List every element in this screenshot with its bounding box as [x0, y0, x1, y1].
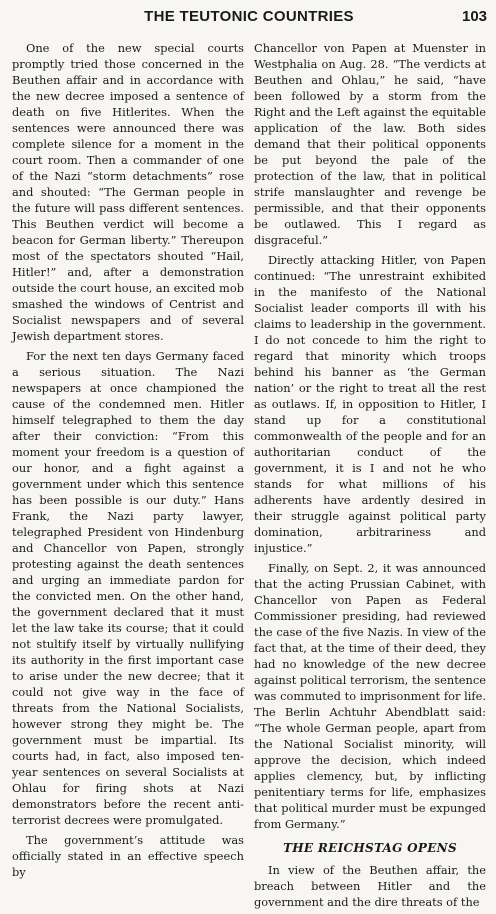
paragraph: In view of the Beuthen affair, the breach between Hitler and the government and the dire threats of the	[254, 863, 486, 909]
section-heading: THE REICHSTAG OPENS	[283, 841, 457, 855]
running-title: THE TEUTONIC COUNTRIES	[144, 8, 354, 25]
paragraph: For the next ten days Germany faced a serious situation. The Nazi newspapers at once championed the cause of the condemned men. Hitler himself telegraphed to them the day after their conviction: “From this moment your freedom is a question of our honor, and a fight against a government under which this sentence has been possible is our duty.” Hans Frank, the Nazi party lawyer, telegraphed President von Hindenburg and Chancellor von Papen, strongly protesting against the death sentences and urging an immediate pardon for the convicted men. On the other hand, the government declared that it must let the law take its course; that it could not stultify itself by virtually nullifying its authority in the first important case to arise under the new decree; that it could not give way in the face of threats from the National Socialists, however strong they might be. The government must be impartial. Its courts had, in fact, also imposed ten-year sentences on several Socialists at Ohlau for firing shots at Nazi demonstrators before the recent anti-terrorist decrees were promulgated.	[12, 349, 244, 827]
right-column	[254, 40, 486, 914]
running-head	[12, 8, 486, 30]
paragraph: The government’s attitude was officially stated in an effective speech by	[12, 833, 244, 879]
page-number: 103	[462, 8, 488, 25]
paragraph: Finally, on Sept. 2, it was announced that the acting Prussian Cabinet, with Chancellor von Papen as Federal Commissioner presiding, had reviewed the case of the five Nazis. In view of the fact that, at the time of their deed, they had no knowledge of the new decree against political terrorism, the sentence was commuted to imprisonment for life. The Berlin Achtuhr Abendblatt said: “The whole German people, apart from the National Socialist minority, will approve the decision, which indeed applies clemency, but, by inflicting penitentiary terms for life, emphasizes that political murder must be expunged from Germany.”	[254, 561, 487, 831]
left-column	[12, 40, 244, 914]
paragraph: Directly attacking Hitler, von Papen continued: “The unrestraint exhibited in the manifesto of the National Socialist leader comports ill with his claims to leadership in the government. I do not concede to him the right to regard that minority which troops behind his banner as ‘the German nation’ or the right to treat all the rest as outlaws. If, in opposition to Hitler, I stand up for a constitutional commonwealth of the people and for an authoritarian conduct of the government, it is I and not he who stands for what millions of his adherents have ardently desired in their struggle against political party domination, arbitrariness and injustice.”	[254, 253, 486, 555]
paragraph: One of the new special courts promptly tried those concerned in the Beuthen affair and in accordance with the new decree imposed a sentence of death on five Hitlerites. When the sentences were announced there was complete silence for a moment in the court room. Then a commander of one of the Nazi “storm detachments” rose and shouted: “The German people in the future will pass different sentences. This Beuthen verdict will become a beacon for German liberty.” Thereupon most of the spectators shouted “Hail, Hitler!” and, after a demonstration outside the court house, an excited mob smashed the windows of Centrist and Socialist newspapers and of several Jewish department stores.	[12, 41, 244, 343]
text-columns	[12, 40, 486, 914]
paragraph-continued: Chancellor von Papen at Muenster in Westphalia on Aug. 28. “The verdicts at Beuthen and Ohlau,” he said, “have been followed by a storm from the Right and the Left against the equitable application of the law. Both sides demand that their political opponents be put beyond the pale of the protection of the law, that in political strife manslaughter and revenge be permissible, and that their opponents be outlawed. This I regard as disgraceful.”	[254, 41, 486, 247]
